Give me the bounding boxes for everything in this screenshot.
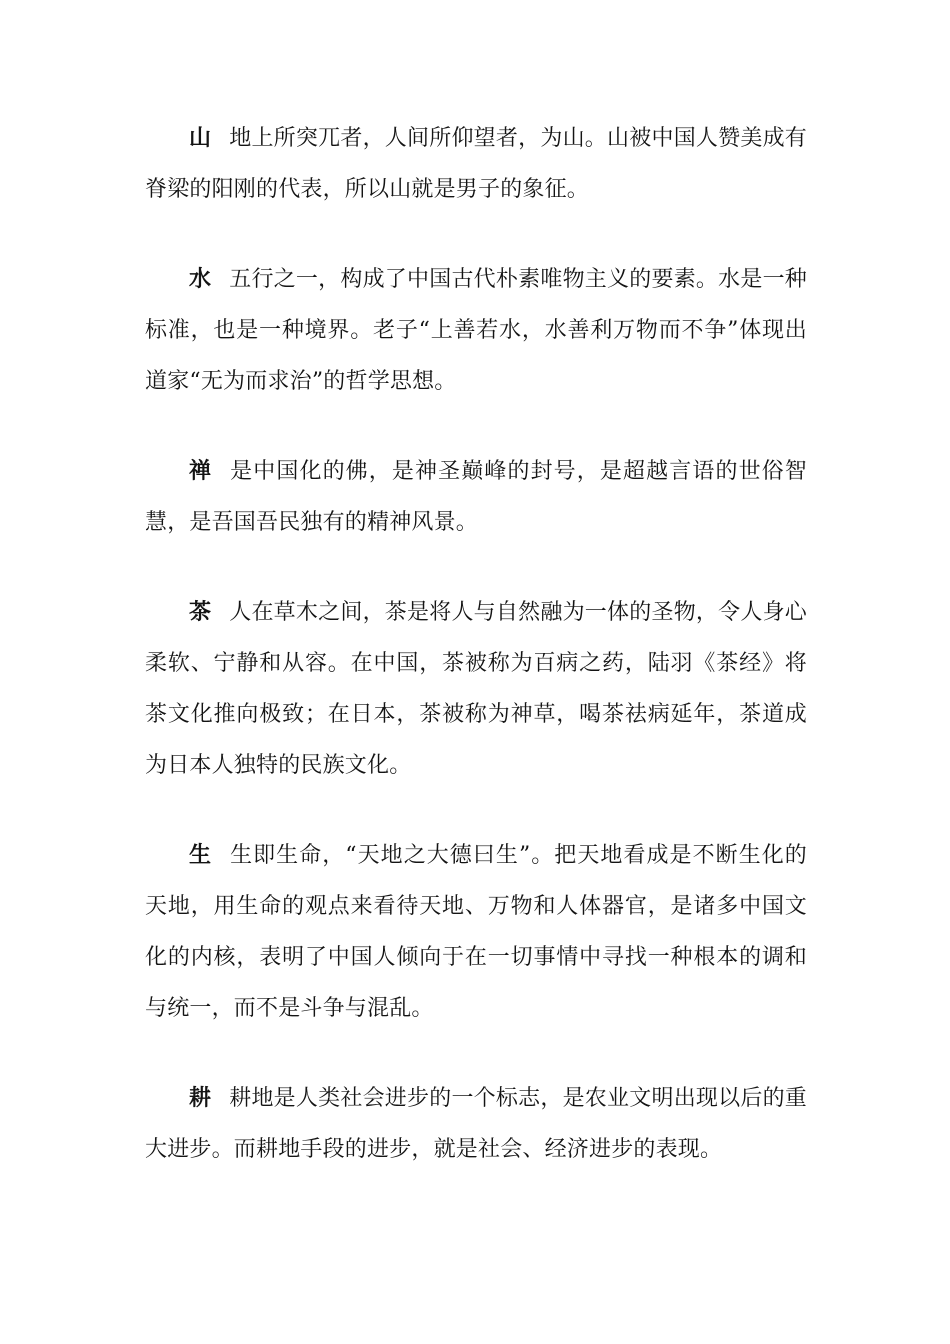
entry-text: 是中国化的佛，是神圣巅峰的封号，是超越言语的世俗智慧，是吾国吾民独有的精神风景。 (145, 459, 807, 535)
entry-text: 五行之一，构成了中国古代朴素唯物主义的要素。水是一种标准，也是一种境界。老子“上善若水，水善利万物而不争”体现出道家“无为而求治”的哲学思想。 (145, 267, 808, 394)
entry-term: 生 (189, 843, 213, 868)
entry-cha (145, 587, 807, 791)
entry-sheng (145, 830, 807, 1034)
entry-text: 地上所突兀者，人间所仰望者，为山。山被中国人赞美成有脊梁的阳刚的代表，所以山就是男子的象征。 (145, 126, 808, 202)
entry-term: 茶 (189, 600, 212, 625)
entry-term: 禅 (189, 459, 213, 484)
entry-geng (145, 1073, 807, 1175)
entry-text: 生即生命，“天地之大德曰生”。把天地看成是不断生化的天地，用生命的观点来看待天地、万物和人体器官，是诸多中国文化的内核，表明了中国人倾向于在一切事情中寻找一种根本的调和与统一，而不是斗争与混乱。 (145, 843, 808, 1021)
entry-term: 水 (189, 267, 212, 292)
document-page (145, 113, 807, 1214)
entry-chan (145, 446, 807, 548)
entry-term: 山 (189, 126, 212, 151)
entry-shui (145, 254, 807, 407)
entry-shan (145, 113, 807, 215)
entry-text: 人在草木之间，茶是将人与自然融为一体的圣物，令人身心柔软、宁静和从容。在中国，茶被称为百病之药，陆羽《茶经》将茶文化推向极致；在日本，茶被称为神草，喝茶祛病延年，茶道成为日本人独特的民族文化。 (145, 600, 808, 778)
entry-term: 耕 (189, 1086, 212, 1111)
entry-text: 耕地是人类社会进步的一个标志，是农业文明出现以后的重大进步。而耕地手段的进步，就是社会、经济进步的表现。 (145, 1086, 808, 1162)
